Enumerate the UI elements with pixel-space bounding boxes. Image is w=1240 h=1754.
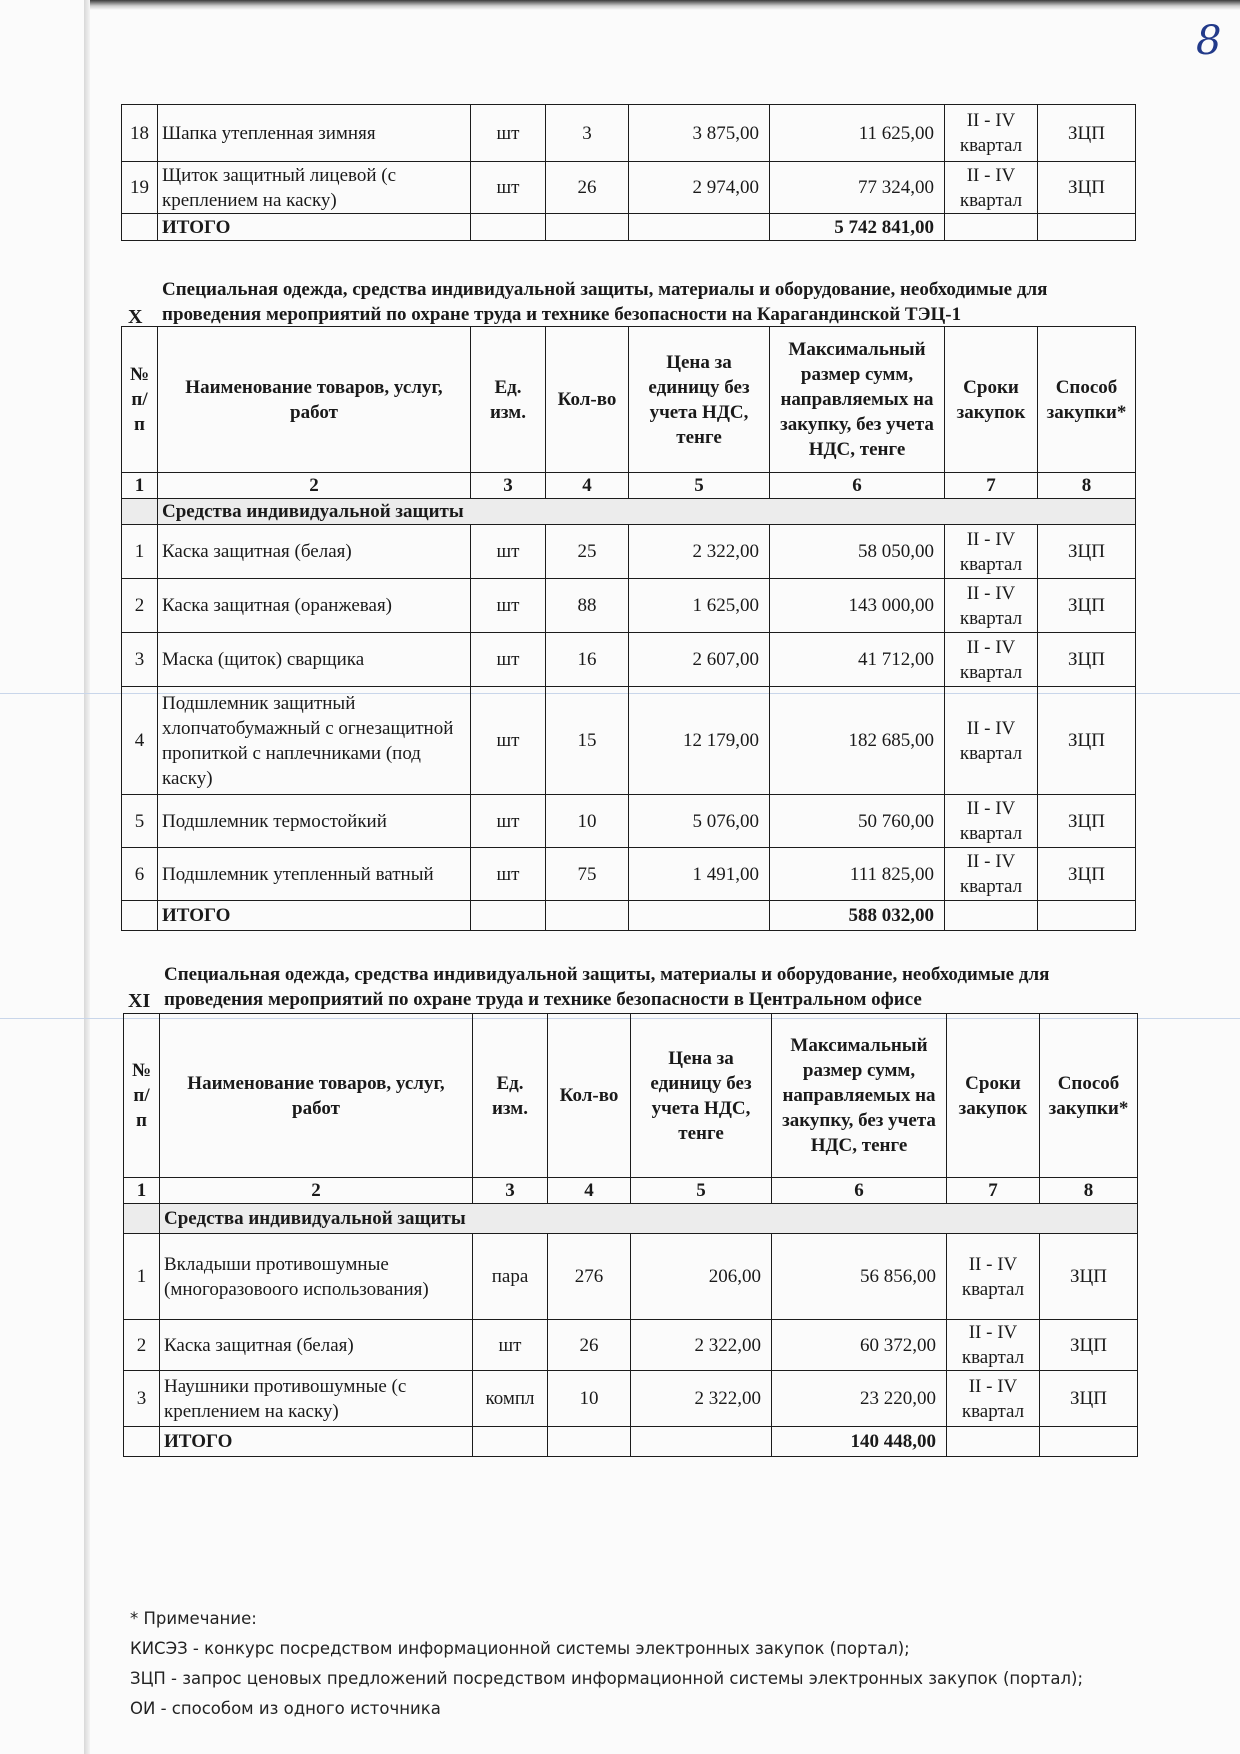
category-row	[122, 499, 1136, 525]
table-row	[124, 1234, 1138, 1320]
row-name: Подшлемник термостойкий	[158, 795, 471, 848]
column-number: 3	[471, 473, 546, 499]
row-sum: 182 685,00	[770, 687, 945, 795]
table-row	[122, 848, 1136, 901]
category-row	[124, 1204, 1138, 1234]
column-number: 2	[160, 1178, 473, 1204]
section-title: Специальная одежда, средства индивидуальной защиты, материалы и оборудование, необходимые для проведения мероприятий по охране труда и технике безопасности на Карагандинской ТЭЦ-1	[162, 279, 1048, 325]
header-no: № п/п	[124, 1014, 160, 1178]
header-qty: Кол-во	[546, 327, 629, 473]
column-number: 1	[124, 1178, 160, 1204]
row-qty: 10	[546, 795, 629, 848]
table-row	[122, 579, 1136, 633]
column-number-row	[122, 473, 1136, 499]
row-name: Каска защитная (белая)	[160, 1320, 473, 1371]
total-row	[122, 901, 1136, 931]
header-qty: Кол-во	[548, 1014, 631, 1178]
row-price: 2 322,00	[631, 1320, 772, 1371]
total-row	[124, 1427, 1138, 1457]
table-row	[122, 687, 1136, 795]
row-unit: шт	[471, 525, 546, 579]
row-sum: 41 712,00	[770, 633, 945, 687]
total-value: 588 032,00	[770, 901, 945, 931]
header-period: Сроки закупок	[945, 327, 1038, 473]
row-qty: 276	[548, 1234, 631, 1320]
row-method: ЗЦП	[1040, 1371, 1138, 1427]
row-price: 2 322,00	[631, 1371, 772, 1427]
category-label: Средства индивидуальной защиты	[158, 499, 1136, 525]
row-unit: шт	[471, 105, 546, 162]
total-row	[122, 214, 1136, 241]
total-value: 140 448,00	[772, 1427, 947, 1457]
row-name: Наушники противошумные (с креплением на каску)	[160, 1371, 473, 1427]
row-no: 1	[122, 525, 158, 579]
header-method: Способ закупки*	[1040, 1014, 1138, 1178]
footnote-line: КИСЭЗ - конкурс посредством информационной системы электронных закупок (портал);	[130, 1639, 910, 1658]
row-period: II - IV квартал	[947, 1371, 1040, 1427]
column-number: 5	[631, 1178, 772, 1204]
row-period: II - IV квартал	[945, 162, 1038, 214]
footnote-heading: * Примечание:	[130, 1609, 257, 1628]
row-method: ЗЦП	[1040, 1320, 1138, 1371]
row-period: II - IV квартал	[945, 105, 1038, 162]
row-sum: 23 220,00	[772, 1371, 947, 1427]
row-sum: 50 760,00	[770, 795, 945, 848]
row-sum: 11 625,00	[770, 105, 945, 162]
row-name: Шапка утепленная зимняя	[158, 105, 471, 162]
total-label: ИТОГО	[160, 1427, 473, 1457]
total-value: 5 742 841,00	[770, 214, 945, 241]
column-number: 8	[1040, 1178, 1138, 1204]
row-qty: 88	[546, 579, 629, 633]
header-name: Наименование товаров, услуг, работ	[158, 327, 471, 473]
header-period: Сроки закупок	[947, 1014, 1040, 1178]
row-qty: 26	[546, 162, 629, 214]
row-qty: 3	[546, 105, 629, 162]
row-unit: шт	[471, 162, 546, 214]
row-name: Маска (щиток) сварщика	[158, 633, 471, 687]
section-number: X	[128, 306, 143, 328]
row-no: 4	[122, 687, 158, 795]
footnote	[130, 1604, 1083, 1724]
row-price: 206,00	[631, 1234, 772, 1320]
row-name: Подшлемник утепленный ватный	[158, 848, 471, 901]
column-number: 4	[546, 473, 629, 499]
row-no: 3	[122, 633, 158, 687]
table-row	[124, 1371, 1138, 1427]
row-method: ЗЦП	[1038, 848, 1136, 901]
table-row	[122, 105, 1136, 162]
page-number: 8	[1196, 18, 1222, 64]
header-price: Цена за единицу без учета НДС, тенге	[629, 327, 770, 473]
header-method: Способ закупки*	[1038, 327, 1136, 473]
row-qty: 15	[546, 687, 629, 795]
row-period: II - IV квартал	[945, 848, 1038, 901]
row-unit: шт	[471, 795, 546, 848]
header-max-sum: Максимальный размер сумм, направляемых на закупку, без учета НДС, тенге	[770, 327, 945, 473]
row-sum: 111 825,00	[770, 848, 945, 901]
row-qty: 16	[546, 633, 629, 687]
table-row	[122, 795, 1136, 848]
row-method: ЗЦП	[1038, 525, 1136, 579]
table-row	[122, 162, 1136, 214]
row-sum: 60 372,00	[772, 1320, 947, 1371]
header-price: Цена за единицу без учета НДС, тенге	[631, 1014, 772, 1178]
column-number: 3	[473, 1178, 548, 1204]
column-number: 5	[629, 473, 770, 499]
row-price: 2 607,00	[629, 633, 770, 687]
row-method: ЗЦП	[1040, 1234, 1138, 1320]
row-no: 18	[122, 105, 158, 162]
row-price: 3 875,00	[629, 105, 770, 162]
column-number: 2	[158, 473, 471, 499]
row-period: II - IV квартал	[945, 633, 1038, 687]
row-name: Каска защитная (оранжевая)	[158, 579, 471, 633]
row-period: II - IV квартал	[945, 687, 1038, 795]
row-unit: пара	[473, 1234, 548, 1320]
row-period: II - IV квартал	[945, 579, 1038, 633]
header-max-sum: Максимальный размер сумм, направляемых на закупку, без учета НДС, тенге	[772, 1014, 947, 1178]
row-sum: 77 324,00	[770, 162, 945, 214]
row-price: 12 179,00	[629, 687, 770, 795]
row-no: 1	[124, 1234, 160, 1320]
row-price: 1 491,00	[629, 848, 770, 901]
row-unit: шт	[471, 579, 546, 633]
table-header	[122, 327, 1136, 473]
row-method: ЗЦП	[1038, 633, 1136, 687]
column-number: 4	[548, 1178, 631, 1204]
row-unit: шт	[471, 848, 546, 901]
table-row	[122, 525, 1136, 579]
row-unit: шт	[471, 633, 546, 687]
total-label: ИТОГО	[158, 901, 471, 931]
row-method: ЗЦП	[1038, 105, 1136, 162]
row-no: 2	[124, 1320, 160, 1371]
row-period: II - IV квартал	[947, 1320, 1040, 1371]
footnote-line: ОИ - способом из одного источника	[130, 1699, 441, 1718]
row-sum: 56 856,00	[772, 1234, 947, 1320]
table-header	[124, 1014, 1138, 1178]
row-method: ЗЦП	[1038, 162, 1136, 214]
row-qty: 75	[546, 848, 629, 901]
section-x-table	[121, 326, 1136, 931]
row-price: 2 974,00	[629, 162, 770, 214]
row-price: 1 625,00	[629, 579, 770, 633]
row-unit: шт	[471, 687, 546, 795]
column-number: 7	[945, 473, 1038, 499]
scan-top-shadow	[84, 0, 1240, 10]
row-no: 6	[122, 848, 158, 901]
row-name: Подшлемник защитный хлопчатобумажный с огнезащитной пропиткой с наплечниками (под каску)	[158, 687, 471, 795]
row-qty: 26	[548, 1320, 631, 1371]
column-number: 8	[1038, 473, 1136, 499]
row-name: Вкладыши противошумные (многоразовоого использования)	[160, 1234, 473, 1320]
top-table	[121, 104, 1136, 241]
column-number: 6	[770, 473, 945, 499]
row-method: ЗЦП	[1038, 579, 1136, 633]
row-name: Щиток защитный лицевой (с креплением на каску)	[158, 162, 471, 214]
section-xi-table	[123, 1013, 1138, 1457]
table-row	[122, 633, 1136, 687]
row-no: 5	[122, 795, 158, 848]
header-no: № п/п	[122, 327, 158, 473]
scan-left-edge	[84, 0, 90, 1754]
total-label: ИТОГО	[158, 214, 471, 241]
footnote-line: ЗЦП - запрос ценовых предложений посредством информационной системы электронных закупок (портал);	[130, 1669, 1084, 1688]
section-title: Специальная одежда, средства индивидуальной защиты, материалы и оборудование, необходимые для проведения мероприятий по охране труда и технике безопасности в Центральном офисе	[164, 964, 1050, 1010]
row-period: II - IV квартал	[947, 1234, 1040, 1320]
row-method: ЗЦП	[1038, 687, 1136, 795]
header-name: Наименование товаров, услуг, работ	[160, 1014, 473, 1178]
row-price: 5 076,00	[629, 795, 770, 848]
row-qty: 10	[548, 1371, 631, 1427]
row-price: 2 322,00	[629, 525, 770, 579]
row-no: 3	[124, 1371, 160, 1427]
header-unit: Ед. изм.	[473, 1014, 548, 1178]
row-sum: 143 000,00	[770, 579, 945, 633]
table-row	[124, 1320, 1138, 1371]
section-number: XI	[128, 990, 151, 1012]
row-period: II - IV квартал	[945, 525, 1038, 579]
row-no: 19	[122, 162, 158, 214]
category-label: Средства индивидуальной защиты	[160, 1204, 1138, 1234]
row-period: II - IV квартал	[945, 795, 1038, 848]
column-number-row	[124, 1178, 1138, 1204]
row-name: Каска защитная (белая)	[158, 525, 471, 579]
column-number: 7	[947, 1178, 1040, 1204]
column-number: 6	[772, 1178, 947, 1204]
row-no: 2	[122, 579, 158, 633]
row-qty: 25	[546, 525, 629, 579]
row-method: ЗЦП	[1038, 795, 1136, 848]
row-sum: 58 050,00	[770, 525, 945, 579]
header-unit: Ед. изм.	[471, 327, 546, 473]
row-unit: шт	[473, 1320, 548, 1371]
column-number: 1	[122, 473, 158, 499]
row-unit: компл	[473, 1371, 548, 1427]
